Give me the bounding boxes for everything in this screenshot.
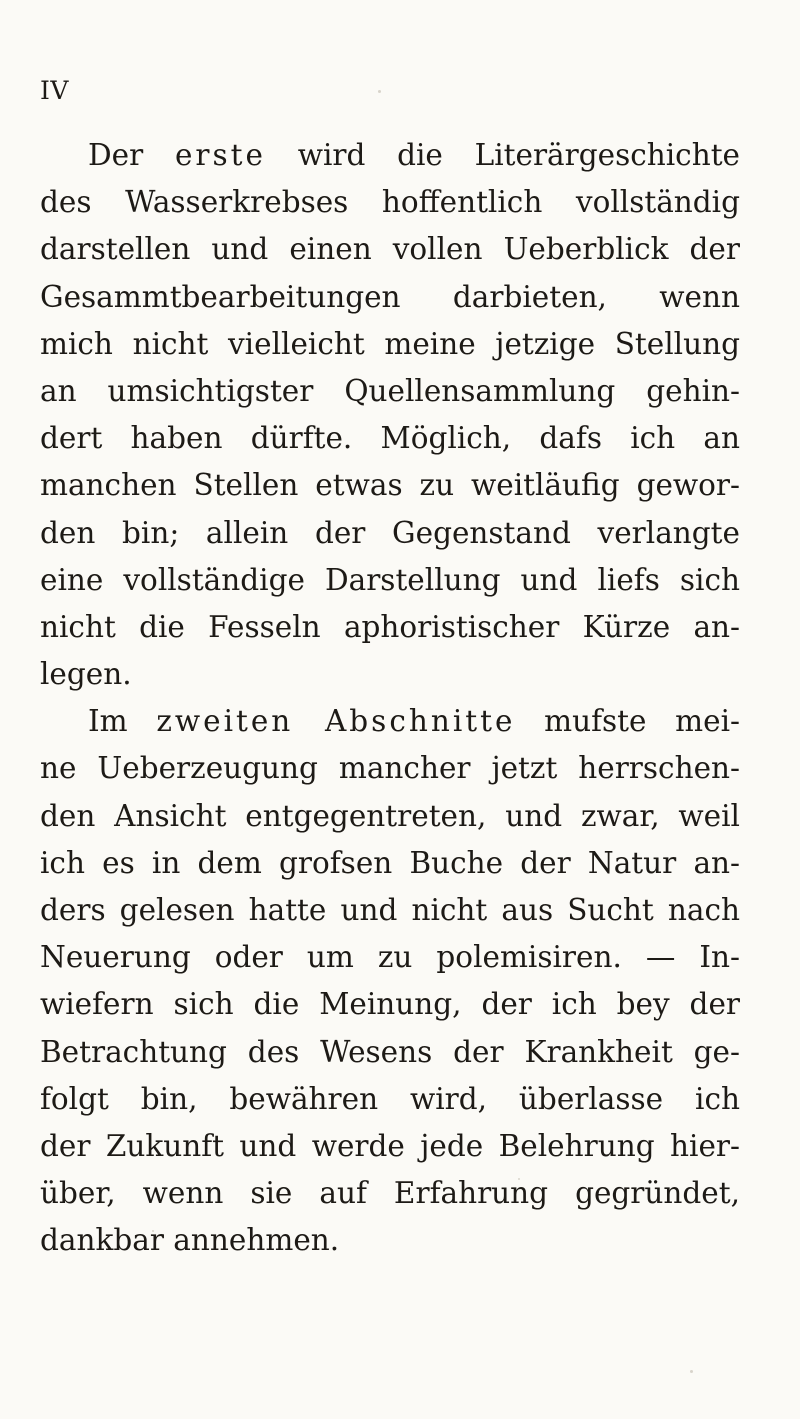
text-line: dert haben dürfte. Möglich, dafs ich an (40, 421, 740, 456)
text-line: mich nicht vielleicht meine jetzige Stellung (40, 326, 740, 361)
text-line: Der erste wird die Literärgeschichte (88, 138, 741, 172)
paragraph-1 (40, 132, 740, 698)
text-line: an umsichtigster Quellensammlung gehin- (40, 373, 740, 408)
text-line: legen. (40, 657, 132, 692)
text-line: darstellen und einen vollen Ueberblick der (40, 232, 740, 267)
text-line: über, wenn sie auf Erfahrung gegründet, (40, 1176, 740, 1211)
body-text (40, 132, 740, 1265)
text-line: eine vollständige Darstellung und liefs sich (40, 562, 740, 597)
text-line: dankbar annehmen. (40, 1223, 340, 1258)
text-line: wiefern sich die Meinung, der ich bey der (40, 987, 740, 1022)
text-line: folgt bin, bewähren wird, überlasse ich (40, 1081, 740, 1116)
text-line: des Wasserkrebses hoffentlich vollständig (40, 185, 740, 220)
text-line: ich es in dem grofsen Buche der Natur an- (40, 845, 740, 880)
text-line: Neuerung oder um zu polemisiren. — In- (40, 940, 740, 975)
paragraph-2 (40, 698, 740, 1264)
text-line: der Zukunft und werde jede Belehrung hier- (40, 1128, 740, 1163)
paper-speck (378, 90, 381, 93)
text-line: Gesammtbearbeitungen darbieten, wenn (40, 279, 740, 314)
paper-speck (690, 1370, 693, 1373)
text-line: Im zweiten Abschnitte mufste mei- (88, 704, 740, 739)
text-line: den bin; allein der Gegenstand verlangte (40, 515, 740, 550)
text-line: nicht die Fesseln aphoristischer Kürze an- (40, 609, 740, 644)
text-line: ne Ueberzeugung mancher jetzt herrschen- (40, 751, 740, 786)
page-number: IV (40, 76, 69, 105)
text-line: den Ansicht entgegentreten, und zwar, weil (40, 798, 740, 833)
text-line: manchen Stellen etwas zu weitläufig gewor- (40, 468, 740, 503)
text-line: ders gelesen hatte und nicht aus Sucht nach (40, 893, 740, 927)
text-line: Betrachtung des Wesens der Krankheit ge- (40, 1034, 740, 1069)
